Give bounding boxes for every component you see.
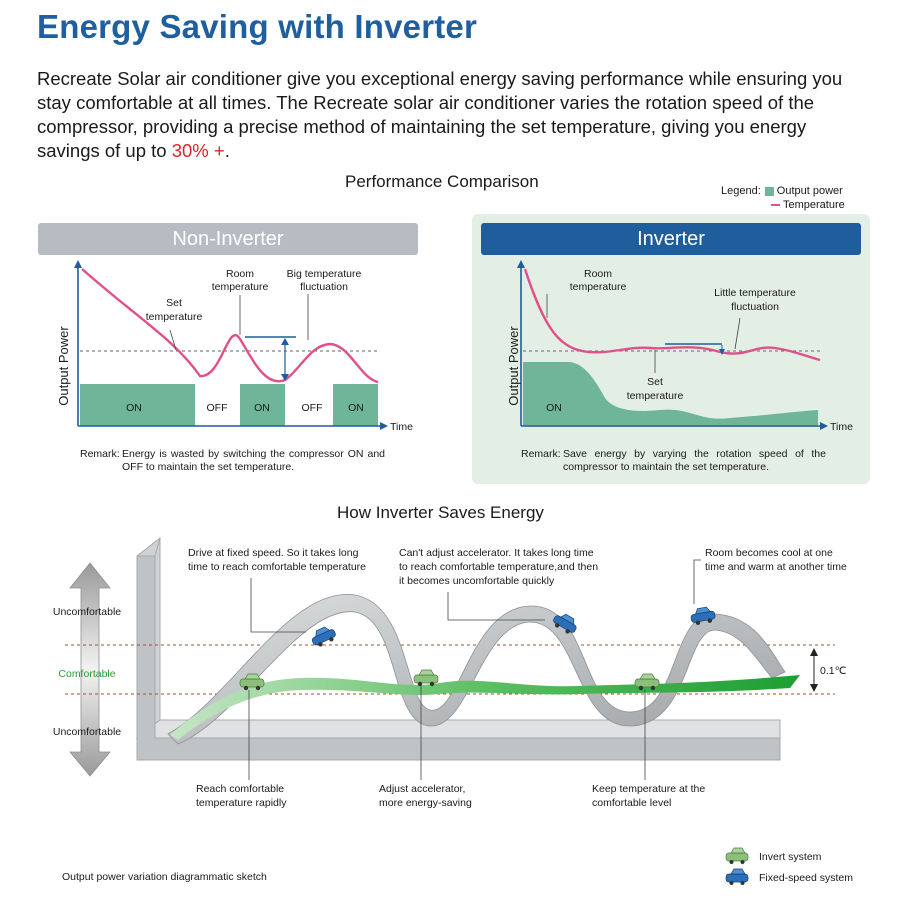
inv-fluct-2: fluctuation [731,301,779,313]
note-fixed-3a: Room becomes cool at one [705,547,833,559]
state-on-1: ON [126,402,142,414]
inv-fluct-1: Little temperature [714,287,796,299]
ni-time-label: Time [390,421,413,433]
non-inverter-chart [56,260,413,433]
ni-fluct-1: Big temperature [286,268,362,280]
note-fixed-2a: Can't adjust accelerator. It takes long time [399,547,594,559]
inv-remark-label: Remark: [521,448,561,460]
inverter-chart [506,260,853,433]
ni-room-temp-1: Room [225,268,255,280]
legend-label: Legend: [721,185,761,197]
legend-fixed-car-icon [726,869,748,885]
inv-room-temp-2: temperature [569,281,627,293]
note-fixed-1a: Drive at fixed speed. So it takes long [188,547,359,559]
inv-set-temp-2: temperature [626,390,684,402]
ni-fluct-2: fluctuation [300,281,348,293]
inv-remark-text: Save energy by varying the rotation speed of the compressor to maintain the set temperature. [563,448,826,473]
note-invert-3a: Keep temperature at the [592,783,706,795]
inv-time-label: Time [830,421,853,433]
inverter-header: Inverter [481,223,861,255]
legend-temperature: Temperature [783,199,845,211]
footnote: Output power variation diagrammatic sketch [62,871,267,883]
inv-output-power-label: Output Power [506,326,521,406]
legend-fixed-system: Fixed-speed system [759,872,853,884]
zone-lower: Uncomfortable [52,726,122,738]
inv-room-temp-1: Room [583,268,613,280]
note-invert-1b: temperature rapidly [196,797,287,809]
how-inverter-diagram [53,538,853,885]
zone-upper: Uncomfortable [52,606,122,618]
ni-remark-label: Remark: [80,448,120,460]
inv-state-on: ON [546,402,562,414]
zone-comfortable: Comfortable [58,668,116,680]
page-title: Energy Saving with Inverter [37,8,478,45]
note-invert-2b: more energy-saving [379,797,472,809]
note-fixed-2b: to reach comfortable temperature,and then [399,561,599,573]
inverter-remark [521,448,826,476]
state-off-2: OFF [301,402,323,414]
note-fixed-3b: time and warm at another time [705,561,847,573]
ni-set-temp-1: Set [166,297,182,309]
threshold-label: 0.1℃ [820,665,847,677]
note-invert-2a: Adjust accelerator, [379,783,466,795]
intro-text: Recreate Solar air conditioner give you exceptional energy saving performance while ensuring you stay comfortable at all times. The Recreate solar air conditioner varies the rotation speed of the compressor, providing a precise method of maintaining the set temperature, giving you energy savings of up to [37,68,843,161]
state-off-1: OFF [206,402,228,414]
non-inverter-header: Non-Inverter [38,223,418,255]
ni-remark-text: Energy is wasted by switching the compressor ON and OFF to maintain the set temperature. [122,448,385,473]
note-invert-3b: comfortable level [592,797,672,809]
intro-end: . [224,140,230,161]
note-fixed-2c: it becomes uncomfortable quickly [399,575,555,587]
how-title: How Inverter Saves Energy [337,503,544,522]
invert-car-2 [414,670,438,686]
ni-set-temp-2: temperature [145,311,203,323]
performance-title: Performance Comparison [345,172,539,191]
legend-invert-system: Invert system [759,851,822,863]
non-inverter-remark [80,448,385,476]
ni-output-power-label: Output Power [56,326,71,406]
state-on-3: ON [348,402,364,414]
savings-highlight: 30% + [171,140,225,161]
state-on-2: ON [254,402,270,414]
legend-output-power: Output power [776,185,843,197]
legend-invert-car-icon [726,848,748,864]
note-fixed-1b: time to reach comfortable temperature [188,561,366,573]
inv-set-temp-1: Set [647,376,663,388]
note-invert-1a: Reach comfortable [196,783,285,795]
ni-room-temp-2: temperature [211,281,269,293]
